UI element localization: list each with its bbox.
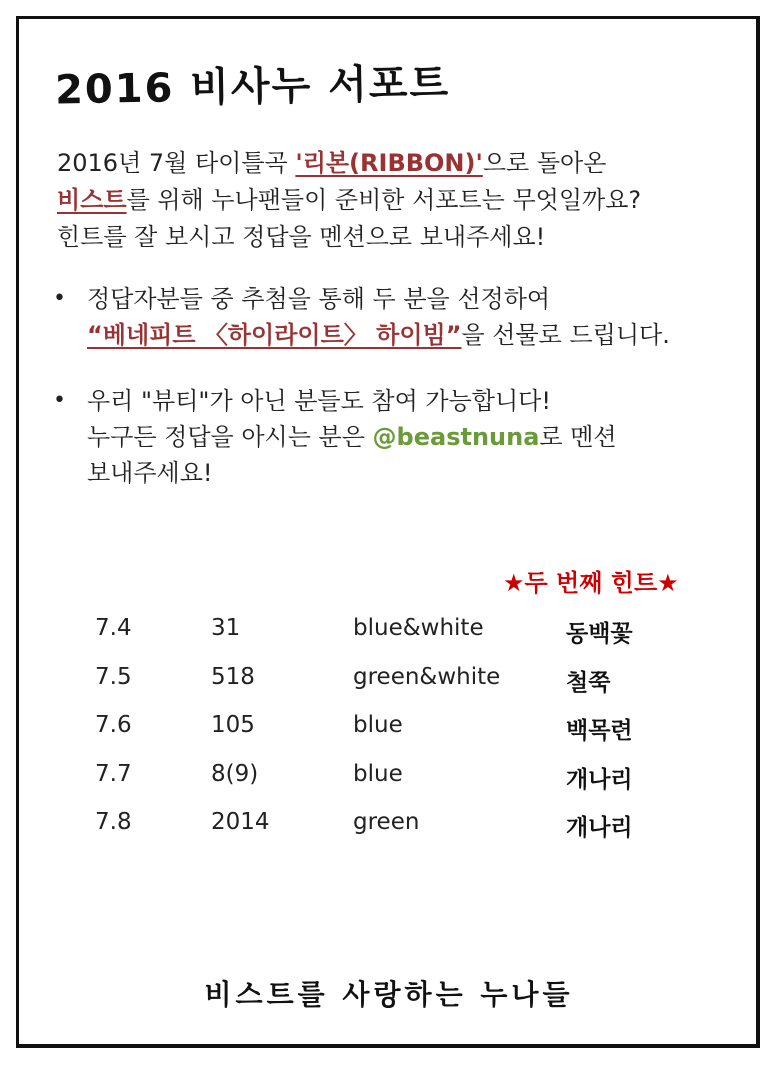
page-title: 2016 비사누 서포트 xyxy=(54,60,451,114)
bullet-dot: • xyxy=(53,286,66,311)
bullet-2-line-2-suffix: 로 멘션 xyxy=(539,423,617,451)
hint-number: 8(9) xyxy=(211,760,259,787)
hint-color: green xyxy=(353,809,420,835)
bullet-item-participation xyxy=(53,383,753,491)
intro-line-2 xyxy=(57,182,641,219)
hint-date: 7.7 xyxy=(95,760,132,787)
hint-flower: 백목련 xyxy=(566,718,633,744)
hint-number: 518 xyxy=(211,663,255,690)
table-row xyxy=(95,615,715,664)
intro-line-3: 힌트를 잘 보시고 정답을 멘션으로 보내주세요! xyxy=(57,223,546,251)
intro-line-1-suffix: 으로 돌아온 xyxy=(482,149,607,177)
hint-flower: 개나리 xyxy=(566,815,633,841)
support-card xyxy=(16,16,760,1048)
hint-color: blue&white xyxy=(353,615,484,641)
intro-line-2-suffix: 를 위해 누나팬들이 준비한 서포트는 무엇일까요? xyxy=(126,186,642,214)
bullet-2-line-1: 우리 "뷰티"가 아닌 분들도 참여 가능합니다! xyxy=(87,387,551,415)
hint-date: 7.4 xyxy=(95,615,132,641)
hint-color: blue xyxy=(353,712,403,738)
hint-flower: 개나리 xyxy=(566,766,633,793)
hint-number: 2014 xyxy=(211,809,270,835)
bullet-1-line-1: 정답자분들 중 추첨을 통해 두 분을 선정하여 xyxy=(87,285,551,313)
bullet-2-line-3: 보내주세요! xyxy=(87,459,213,487)
hint-date: 7.8 xyxy=(95,809,132,835)
hint-table xyxy=(95,615,715,858)
table-row xyxy=(95,809,715,858)
bullet-2-line-2 xyxy=(87,419,753,455)
hint-date: 7.5 xyxy=(95,663,132,690)
bullet-dot: • xyxy=(53,388,66,413)
hint-date: 7.6 xyxy=(95,712,132,738)
bullet-1-line-2 xyxy=(87,317,753,353)
bullet-1-line-2-suffix: 을 선물로 드립니다. xyxy=(461,321,670,349)
intro-line-1 xyxy=(57,145,641,182)
hint-number: 31 xyxy=(211,615,241,641)
hint-number: 105 xyxy=(211,712,255,738)
bullet-2-line-2-prefix: 누구든 정답을 아시는 분은 xyxy=(87,423,373,451)
group-name-highlight: 비스트 xyxy=(57,186,127,214)
intro-line-1-prefix: 2016년 7월 타이틀곡 xyxy=(57,149,296,177)
table-row xyxy=(95,712,715,761)
song-title-highlight: '리본(RIBBON)' xyxy=(295,149,483,177)
hint-flower: 철쭉 xyxy=(566,669,611,696)
bullet-item-prize xyxy=(53,281,753,353)
prize-name-highlight: “베네피트 〈하이라이트〉 하이빔” xyxy=(87,321,462,349)
table-row xyxy=(95,761,715,810)
footer-signature: 비스트를 사랑하는 누나들 xyxy=(204,978,574,1011)
bullet-list xyxy=(53,281,753,521)
hint-color: blue xyxy=(353,760,403,787)
table-row xyxy=(95,664,715,713)
intro-paragraph xyxy=(57,145,641,256)
hint-flower: 동백꽃 xyxy=(566,621,633,647)
twitter-handle-link[interactable]: @beastnuna xyxy=(372,423,540,451)
hint-color: green&white xyxy=(353,663,501,690)
hint-header: ★두 번째 힌트★ xyxy=(503,569,679,597)
